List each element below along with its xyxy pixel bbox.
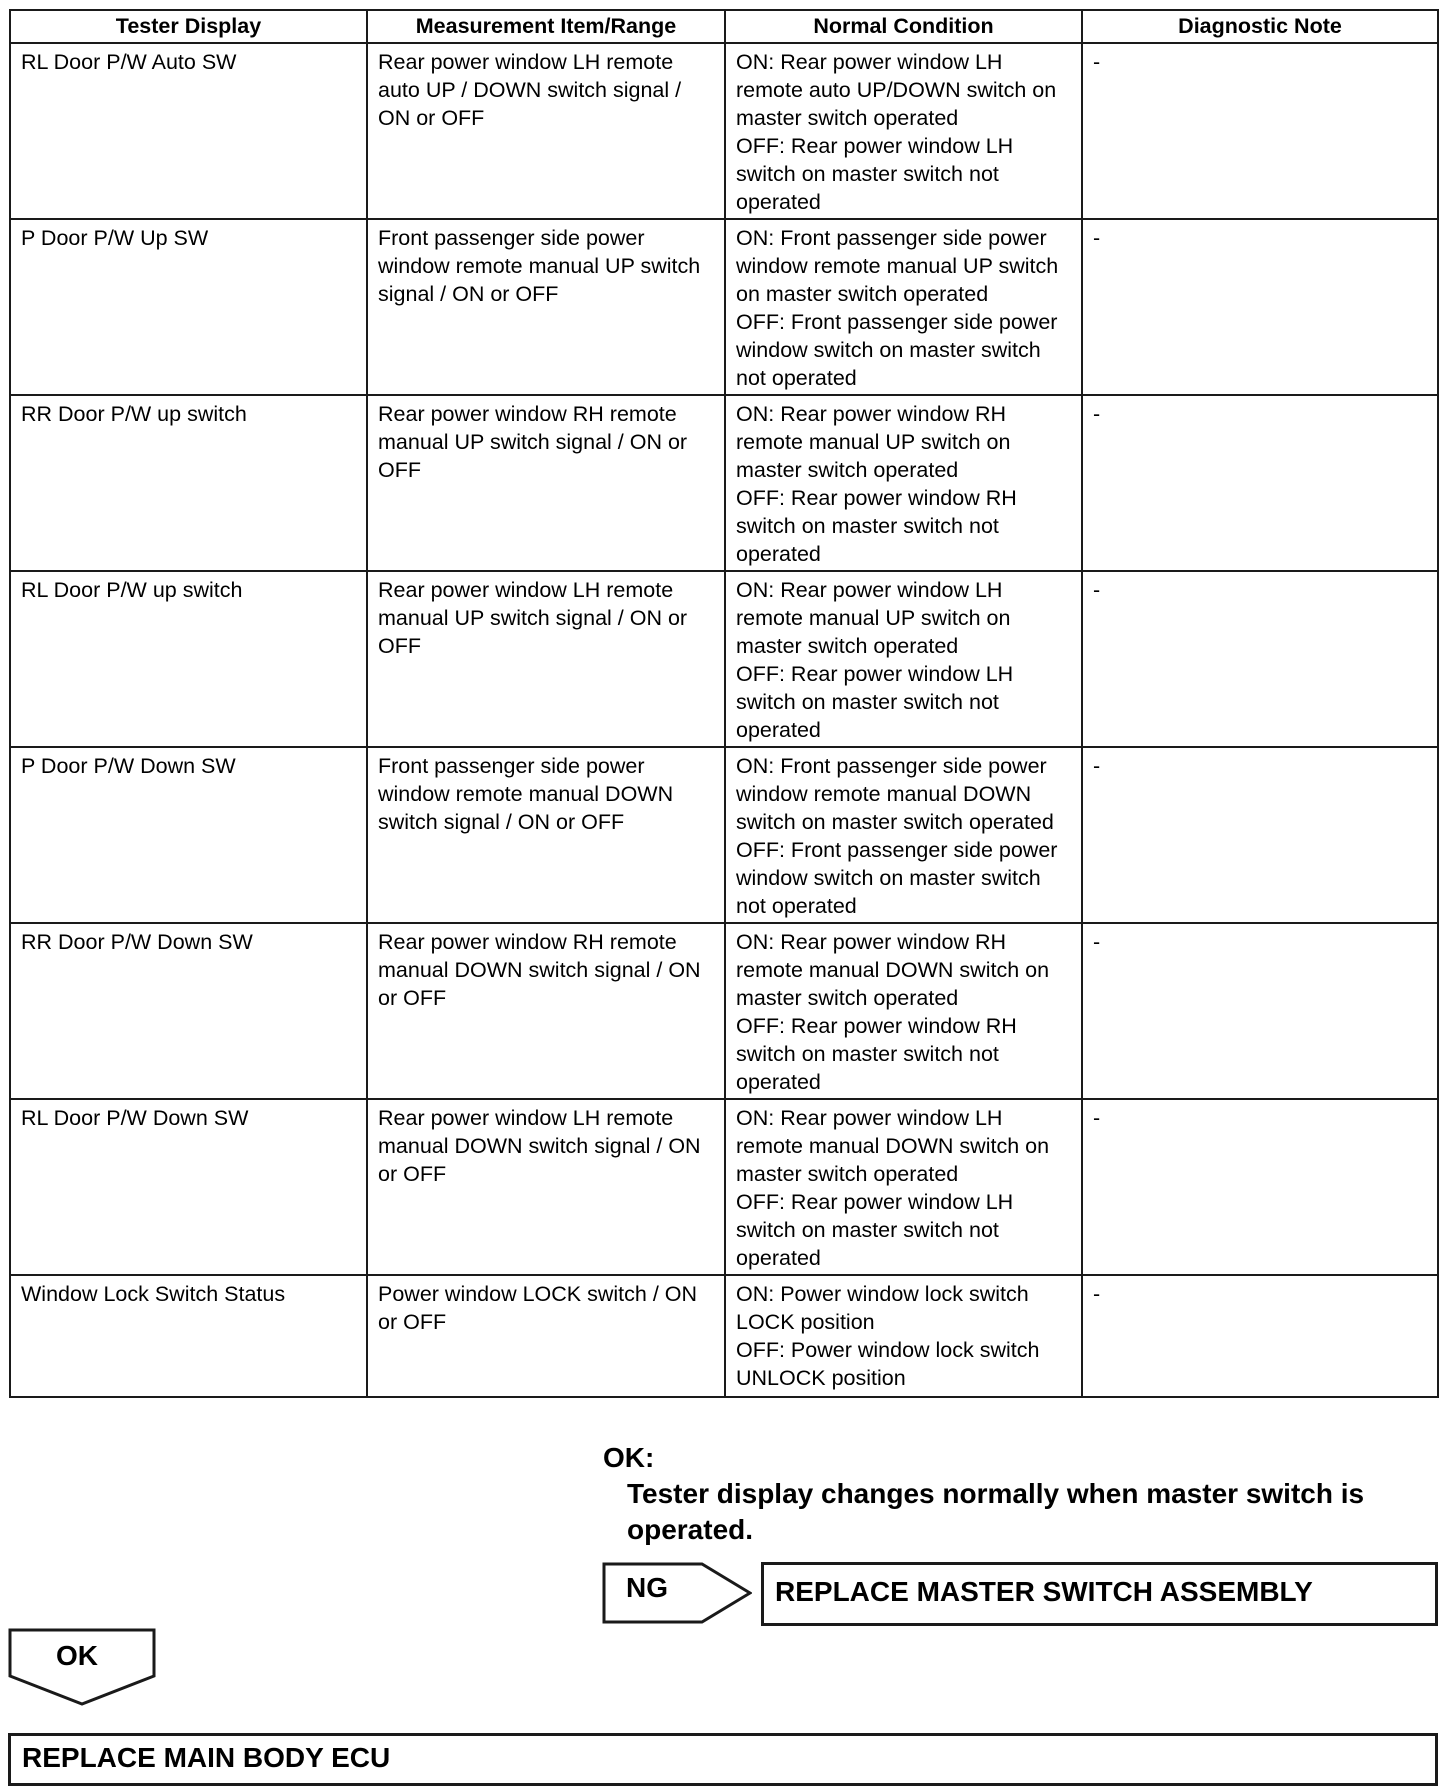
cell-tester-display: P Door P/W Up SW: [10, 219, 367, 395]
cell-tester-display: P Door P/W Down SW: [10, 747, 367, 923]
cell-measurement: Rear power window RH remote manual UP switch signal / ON or OFF: [367, 395, 725, 571]
cell-measurement: Rear power window LH remote manual UP switch signal / ON or OFF: [367, 571, 725, 747]
cell-diagnostic-note: -: [1082, 923, 1438, 1099]
ok-arrow-label: OK: [56, 1640, 98, 1671]
cell-diagnostic-note: -: [1082, 1099, 1438, 1275]
cell-normal-condition: ON: Rear power window RH remote manual DOWN switch on master switch operated OFF: Rear power window RH switch on master switch not operated: [725, 923, 1082, 1099]
cell-diagnostic-note: -: [1082, 747, 1438, 923]
replace-main-body-ecu-box: [8, 1733, 1438, 1786]
table-header-row: [10, 10, 1438, 43]
cell-measurement: Rear power window LH remote auto UP / DOWN switch signal / ON or OFF: [367, 43, 725, 219]
replace-master-switch-text: REPLACE MASTER SWITCH ASSEMBLY: [775, 1576, 1313, 1607]
cell-normal-condition: ON: Power window lock switch LOCK position OFF: Power window lock switch UNLOCK position: [725, 1275, 1082, 1397]
table-row: [10, 395, 1438, 571]
ng-label: NG: [626, 1572, 668, 1603]
header-tester-display: Tester Display: [10, 10, 367, 43]
ok-condition-label: OK:: [603, 1442, 655, 1473]
cell-tester-display: Window Lock Switch Status: [10, 1275, 367, 1397]
cell-tester-display: RR Door P/W Down SW: [10, 923, 367, 1099]
ok-condition-text: Tester display changes normally when master switch is operated.: [627, 1478, 1365, 1545]
table-row: [10, 923, 1438, 1099]
cell-normal-condition: ON: Rear power window LH remote auto UP/DOWN switch on master switch operated OFF: Rear power window LH switch on master switch not operated: [725, 43, 1082, 219]
cell-tester-display: RR Door P/W up switch: [10, 395, 367, 571]
cell-measurement: Rear power window RH remote manual DOWN switch signal / ON or OFF: [367, 923, 725, 1099]
table-row: [10, 571, 1438, 747]
table-row: [10, 747, 1438, 923]
data-list-table-wrapper: [9, 9, 1437, 1398]
replace-main-body-ecu-text: REPLACE MAIN BODY ECU: [22, 1742, 391, 1773]
table-row: [10, 1099, 1438, 1275]
table-row: [10, 43, 1438, 219]
cell-diagnostic-note: -: [1082, 571, 1438, 747]
cell-tester-display: RL Door P/W Down SW: [10, 1099, 367, 1275]
data-list-table: [9, 9, 1439, 1398]
cell-tester-display: RL Door P/W Auto SW: [10, 43, 367, 219]
table-row: [10, 219, 1438, 395]
ng-arrow-shape: [602, 1562, 752, 1624]
cell-normal-condition: ON: Rear power window RH remote manual UP switch on master switch operated OFF: Rear power window RH switch on master switch not operated: [725, 395, 1082, 571]
header-measurement-item: Measurement Item/Range: [367, 10, 725, 43]
cell-measurement: Front passenger side power window remote manual DOWN switch signal / ON or OFF: [367, 747, 725, 923]
cell-normal-condition: ON: Front passenger side power window remote manual DOWN switch on master switch operated OFF: Front passenger side power window switch on master switch not operated: [725, 747, 1082, 923]
replace-master-switch-box: [761, 1562, 1438, 1626]
header-diagnostic-note: Diagnostic Note: [1082, 10, 1438, 43]
cell-diagnostic-note: -: [1082, 395, 1438, 571]
cell-normal-condition: ON: Rear power window LH remote manual UP switch on master switch operated OFF: Rear power window LH switch on master switch not operated: [725, 571, 1082, 747]
cell-measurement: Rear power window LH remote manual DOWN switch signal / ON or OFF: [367, 1099, 725, 1275]
cell-diagnostic-note: -: [1082, 219, 1438, 395]
cell-measurement: Power window LOCK switch / ON or OFF: [367, 1275, 725, 1397]
cell-normal-condition: ON: Front passenger side power window remote manual UP switch on master switch operated OFF: Front passenger side power window switch on master switch not operated: [725, 219, 1082, 395]
table-row: [10, 1275, 1438, 1397]
cell-normal-condition: ON: Rear power window LH remote manual DOWN switch on master switch operated OFF: Rear power window LH switch on master switch not operated: [725, 1099, 1082, 1275]
cell-diagnostic-note: -: [1082, 1275, 1438, 1397]
cell-tester-display: RL Door P/W up switch: [10, 571, 367, 747]
cell-measurement: Front passenger side power window remote manual UP switch signal / ON or OFF: [367, 219, 725, 395]
header-normal-condition: Normal Condition: [725, 10, 1082, 43]
cell-diagnostic-note: -: [1082, 43, 1438, 219]
